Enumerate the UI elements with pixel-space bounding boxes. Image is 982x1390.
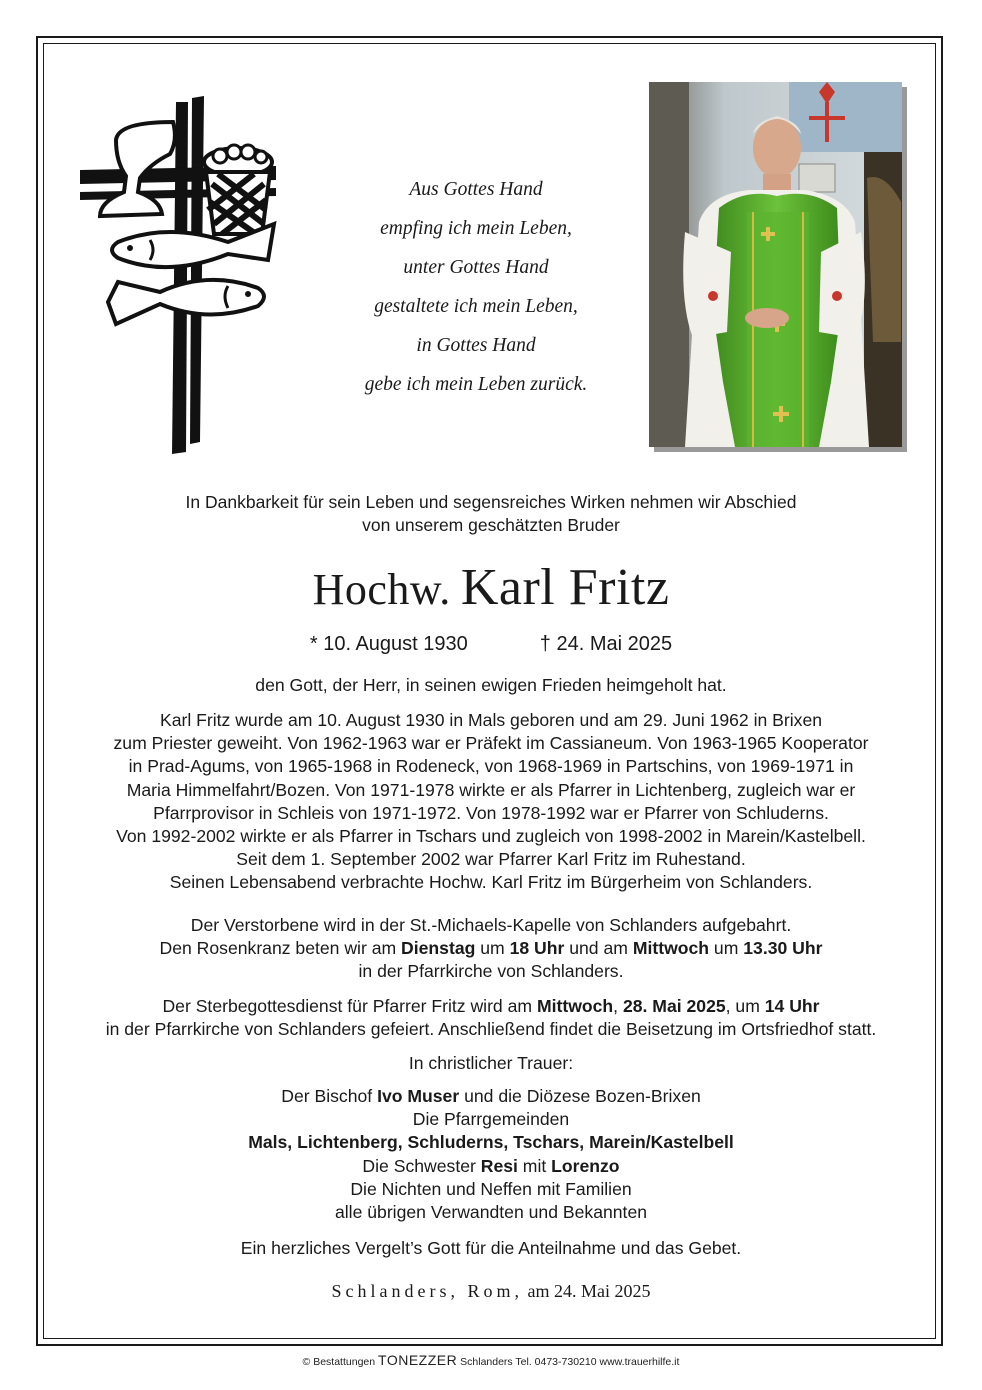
life-dates: [50, 630, 932, 658]
funeral-day: Mittwoch: [536, 996, 614, 1016]
biography-line: Von 1992-2002 wirkte er als Pfarrer in Tschars und zugleich von 1998-2002 in Marein/Kastelbell.: [116, 826, 866, 847]
mourner-parishes: [50, 1131, 932, 1154]
footer-phone: Tel. 0473-730210: [515, 1356, 597, 1368]
parish-names: Mals, Lichtenberg, Schluderns, Tschars, Marein/Kastelbell: [248, 1132, 734, 1153]
mourner-text: und die Diözese Bozen-Brixen: [459, 1086, 701, 1106]
mourner-bishop: [50, 1085, 932, 1108]
place-date: [50, 1278, 932, 1304]
poem: [340, 170, 612, 404]
rosary-text: um: [709, 938, 744, 959]
bishop-name: Ivo Muser: [377, 1086, 460, 1106]
rosary-day: Dienstag: [401, 938, 476, 959]
funeral-location: in der Pfarrkirche von Schlanders gefeiert. Anschließend findet die Beisetzung im Ortsfriedhof statt.: [105, 1019, 877, 1040]
footer-brand: TONEZZER: [378, 1352, 458, 1368]
footer-copyright: © Bestattungen: [302, 1356, 376, 1368]
rosary-location: in der Pfarrkirche von Schlanders.: [358, 961, 624, 982]
biography-line: Seinen Lebensabend verbrachte Hochw. Karl Fritz im Bürgerheim von Schlanders.: [169, 872, 813, 893]
poem-line: gestaltete ich mein Leben,: [374, 296, 578, 317]
mourner-text: Der Bischof: [281, 1086, 378, 1106]
intro-line: von unserem geschätzten Bruder: [362, 515, 620, 535]
places: Schlanders, Rom,: [331, 1281, 523, 1301]
died-text: den Gott, der Herr, in seinen ewigen Frieden heimgeholt hat.: [255, 675, 727, 695]
notice-date: am 24. Mai 2025: [527, 1281, 651, 1301]
funeral-text: ,: [613, 996, 623, 1016]
portrait-photo: [649, 82, 902, 447]
funeral-line: [50, 995, 932, 1018]
mourner-parishes-label: Die Pfarrgemeinden: [412, 1109, 570, 1130]
mourner-text: Die Schwester: [362, 1155, 481, 1176]
poem-line: empfing ich mein Leben,: [380, 218, 572, 239]
biography-line: in Prad-Agums, von 1965-1968 in Rodeneck, von 1968-1969 in Partschins, von 1969-1971 in: [128, 756, 854, 777]
funeral-text: , um: [725, 996, 765, 1016]
poem-line: Aus Gottes Hand: [409, 179, 543, 200]
deceased-name: [50, 553, 932, 625]
rosary-text: um: [475, 938, 510, 959]
biography: [50, 709, 932, 895]
mourning-heading-text: In christlicher Trauer:: [408, 1053, 574, 1073]
mourning-heading: [50, 1052, 932, 1075]
funeral-info: [50, 995, 932, 1041]
mourner-text: mit: [517, 1155, 552, 1176]
sister-name: Resi: [480, 1155, 518, 1176]
name-full: Karl Fritz: [460, 559, 670, 616]
funeral-time: 14 Uhr: [764, 996, 820, 1016]
rosary-time: 18 Uhr: [509, 938, 565, 959]
wake-info: [50, 914, 932, 984]
funeral-date: 28. Mai 2025: [622, 996, 726, 1016]
biography-line: Karl Fritz wurde am 10. August 1930 in Mals geboren und am 29. Juni 1962 in Brixen: [159, 710, 823, 730]
rosary-text: und am: [564, 938, 633, 959]
partner-name: Lorenzo: [551, 1155, 620, 1176]
footer-website[interactable]: www.trauerhilfe.it: [599, 1356, 680, 1368]
mourner-others: alle übrigen Verwandten und Bekannten: [334, 1202, 648, 1223]
died-line: [50, 674, 932, 697]
birth-date: * 10. August 1930: [309, 633, 468, 655]
thanks-text: Ein herzliches Vergelt’s Gott für die Anteilnahme und das Gebet.: [240, 1238, 742, 1258]
name-title: Hochw.: [312, 565, 451, 614]
funeral-text: Der Sterbegottesdienst für Pfarrer Fritz wird am: [162, 996, 537, 1016]
poem-line: unter Gottes Hand: [403, 257, 549, 278]
footer: [0, 1352, 982, 1368]
mourners-list: [50, 1085, 932, 1224]
poem-line: gebe ich mein Leben zurück.: [364, 374, 588, 395]
rosary-text: Den Rosenkranz beten wir am: [159, 938, 402, 959]
cross-symbol: [78, 92, 278, 457]
death-date: † 24. Mai 2025: [539, 633, 673, 655]
biography-line: Pfarrprovisor in Schleis von 1971-1972. Von 1978-1992 war er Pfarrer von Schluderns.: [153, 802, 829, 823]
biography-line: zum Priester geweiht. Von 1962-1963 war er Präfekt im Cassianeum. Von 1963-1965 Kooperator: [113, 733, 869, 754]
biography-line: Seit dem 1. September 2002 war Pfarrer Karl Fritz im Ruhestand.: [236, 849, 746, 870]
mourner-nieces: Die Nichten und Neffen mit Familien: [350, 1178, 632, 1199]
poem-line: in Gottes Hand: [416, 335, 536, 356]
mourner-sister: [50, 1155, 932, 1178]
thanks: [50, 1237, 932, 1260]
footer-city: Schlanders: [460, 1356, 513, 1368]
rosary-line: [50, 937, 932, 960]
intro-line: In Dankbarkeit für sein Leben und segensreiches Wirken nehmen wir Abschied: [185, 492, 797, 512]
intro-text: [50, 491, 932, 537]
biography-line: Maria Himmelfahrt/Bozen. Von 1971-1978 wirkte er als Pfarrer in Lichtenberg, zugleich war er: [126, 779, 856, 800]
wake-line: Der Verstorbene wird in der St.-Michaels-Kapelle von Schlanders aufgebahrt.: [190, 915, 792, 935]
rosary-day: Mittwoch: [632, 938, 710, 959]
rosary-time: 13.30 Uhr: [743, 938, 823, 959]
